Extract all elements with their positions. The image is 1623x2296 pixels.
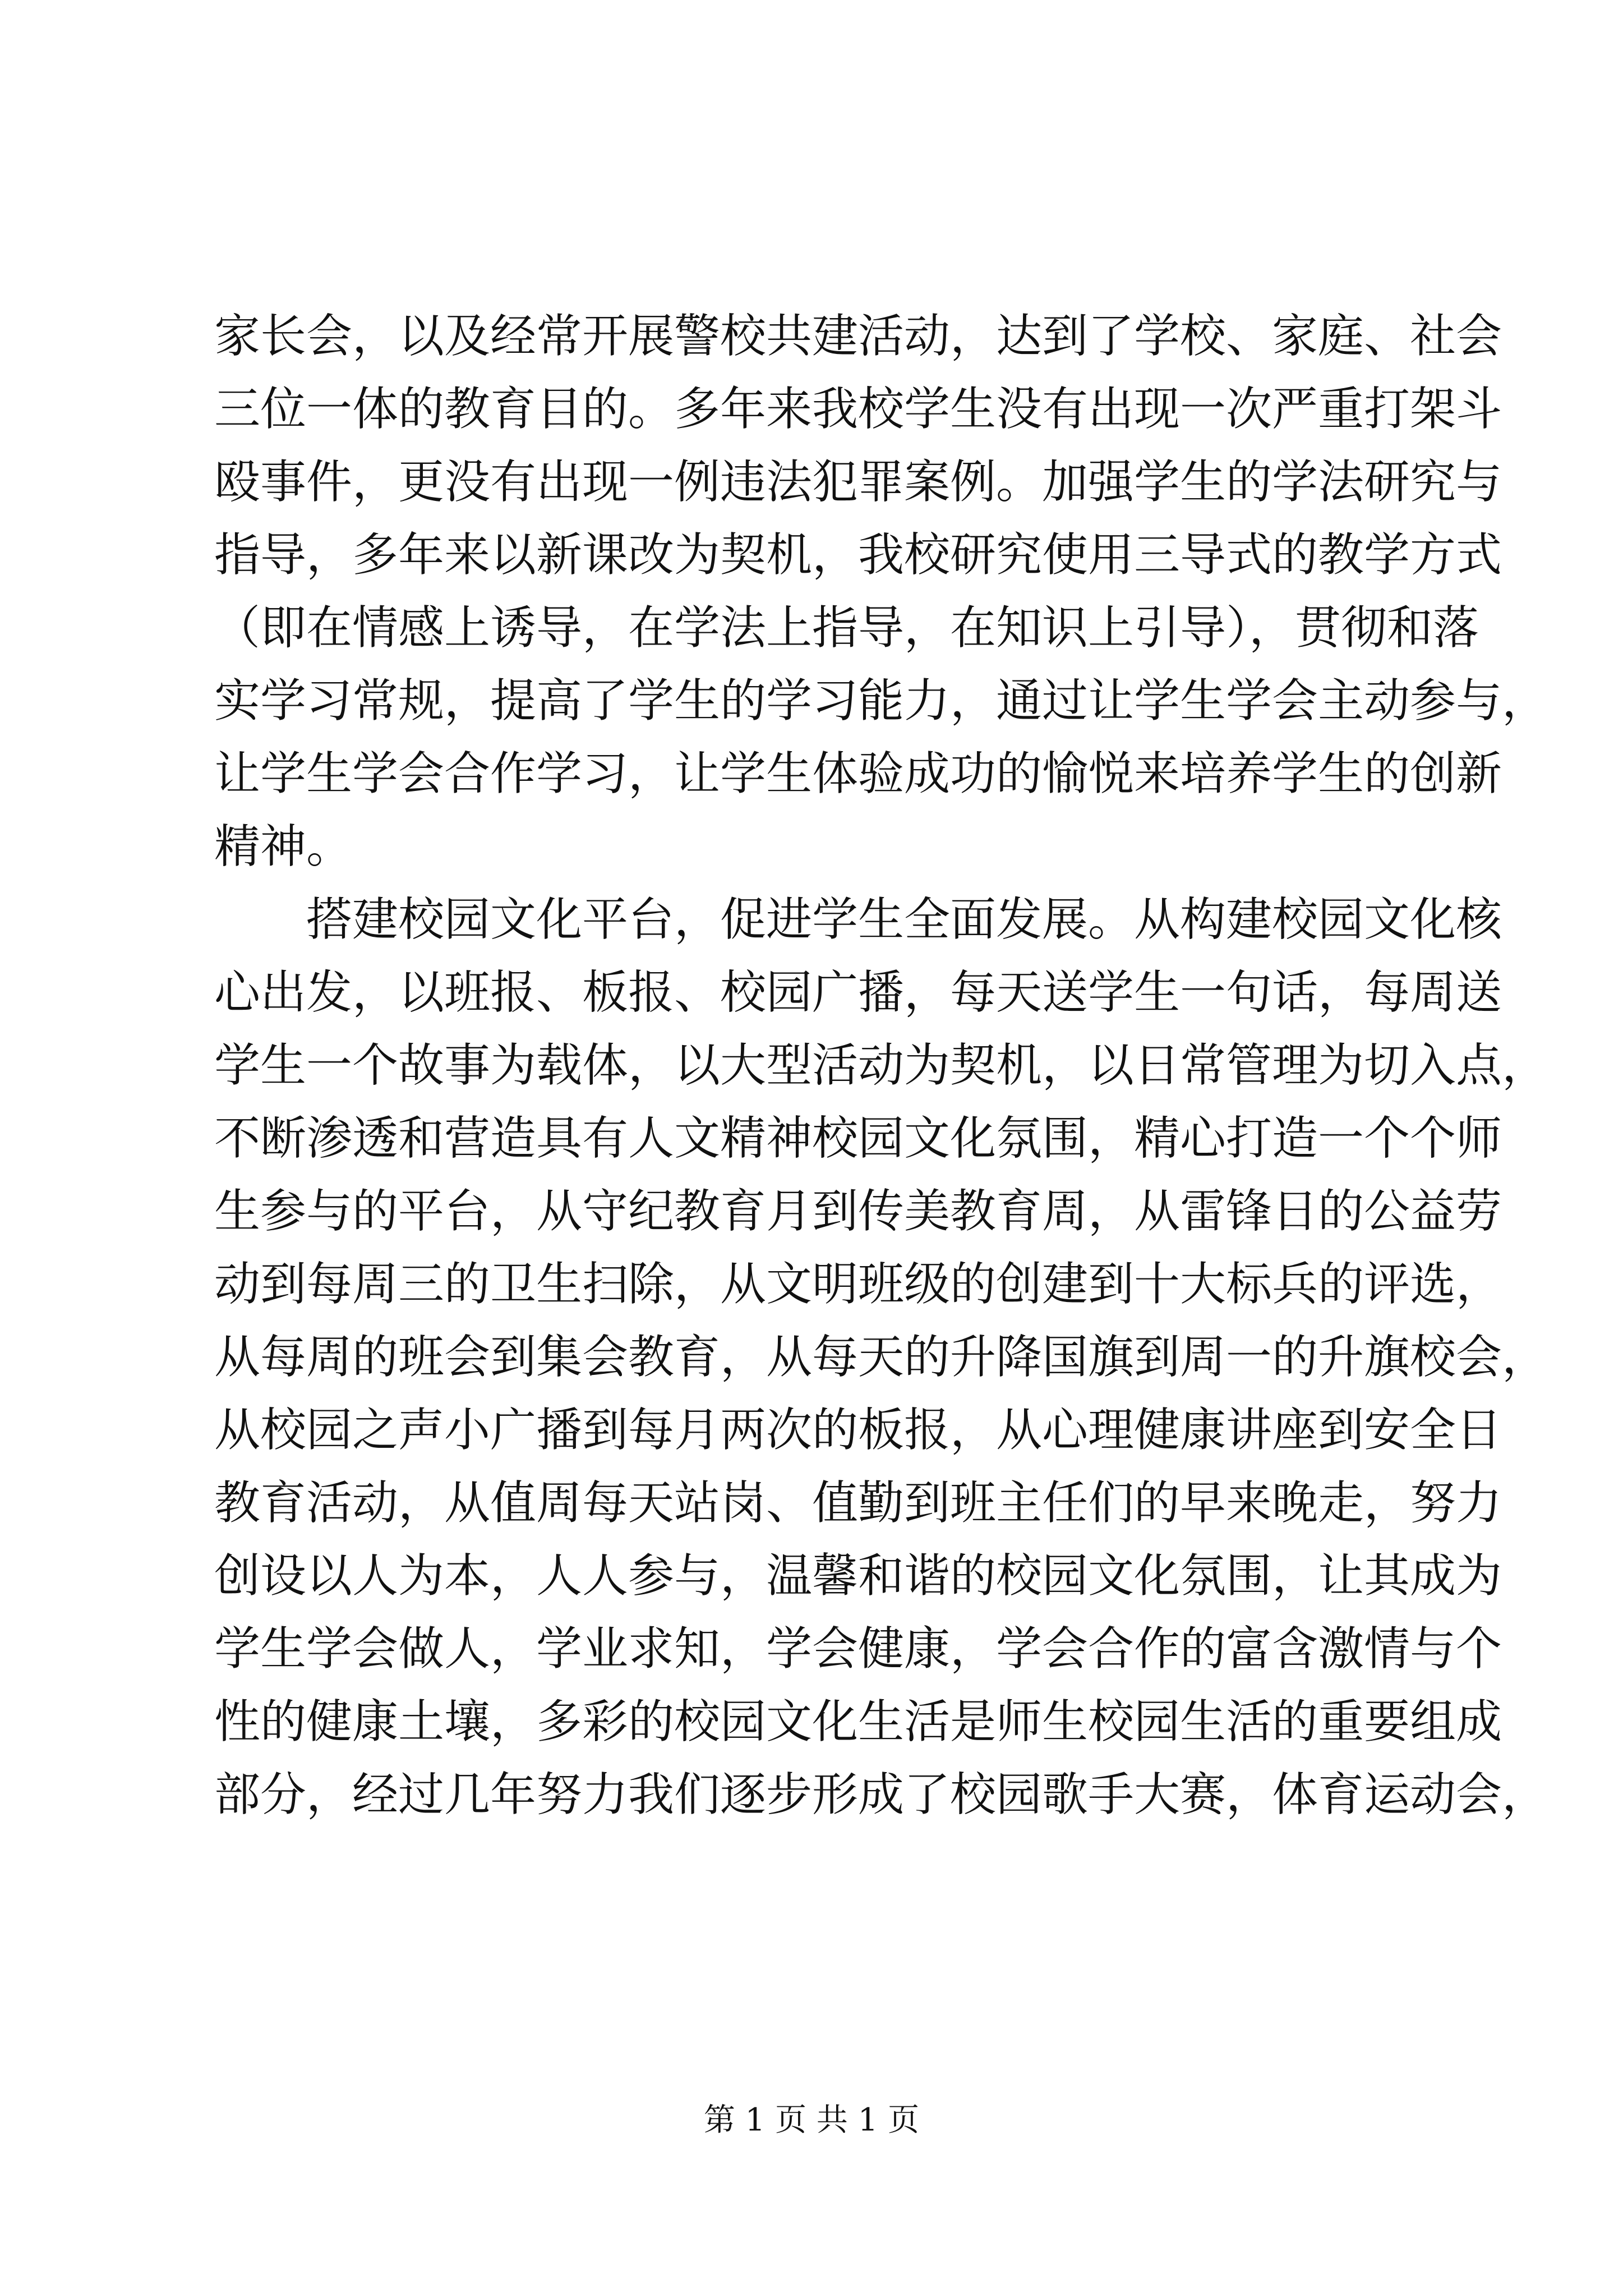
text-line: 从每周的班会到集会教育，从每天的升降国旗到周一的升旗校会， [214, 1331, 1548, 1384]
text-line: 殴事件，更没有出现一例违法犯罪案例。加强学生的学法研究与 [214, 455, 1502, 509]
text-line: 心出发，以班报、板报、校园广播，每天送学生一句话，每周送 [214, 966, 1502, 1019]
text-line: 让学生学会合作学习，让学生体验成功的愉悦来培养学生的创新 [214, 747, 1502, 800]
text-line: 三位一体的教育目的。多年来我校学生没有出现一次严重打架斗 [214, 383, 1502, 436]
text-line: 从校园之声小广播到每月两次的板报，从心理健康讲座到安全日 [214, 1404, 1502, 1457]
text-line: 教育活动，从值周每天站岗、值勤到班主任们的早来晚走，努力 [214, 1476, 1502, 1530]
text-line: 动到每周三的卫生扫除，从文明班级的创建到十大标兵的评选， [214, 1258, 1502, 1311]
text-line: 性的健康土壤，多彩的校园文化生活是师生校园生活的重要组成 [214, 1695, 1502, 1749]
text-line: 部分，经过几年努力我们逐步形成了校园歌手大赛，体育运动会， [214, 1768, 1548, 1821]
text-line: 学生一个故事为载体，以大型活动为契机，以日常管理为切入点， [214, 1039, 1548, 1092]
text-line: 家长会，以及经常开展警校共建活动，达到了学校、家庭、社会 [214, 310, 1502, 363]
page-footer: 第 1 页 共 1 页 [703, 2102, 920, 2138]
text-line-paragraph-start: 搭建校园文化平台，促进学生全面发展。从构建校园文化核 [306, 893, 1502, 946]
text-line: 不断渗透和营造具有人文精神校园文化氛围，精心打造一个个师 [214, 1112, 1502, 1165]
text-line: （即在情感上诱导，在学法上指导，在知识上引导），贯彻和落 [214, 601, 1479, 655]
text-line-paragraph-end: 精神。 [214, 820, 353, 873]
body-text [214, 300, 1548, 1832]
text-line: 生参与的平台，从守纪教育月到传美教育周，从雷锋日的公益劳 [214, 1185, 1502, 1238]
text-line: 指导，多年来以新课改为契机，我校研究使用三导式的教学方式 [214, 528, 1502, 582]
text-line: 学生学会做人，学业求知，学会健康，学会合作的富含激情与个 [214, 1622, 1502, 1676]
text-line: 实学习常规，提高了学生的学习能力，通过让学生学会主动参与， [214, 674, 1548, 728]
text-line: 创设以人为本，人人参与，温馨和谐的校园文化氛围，让其成为 [214, 1549, 1502, 1603]
